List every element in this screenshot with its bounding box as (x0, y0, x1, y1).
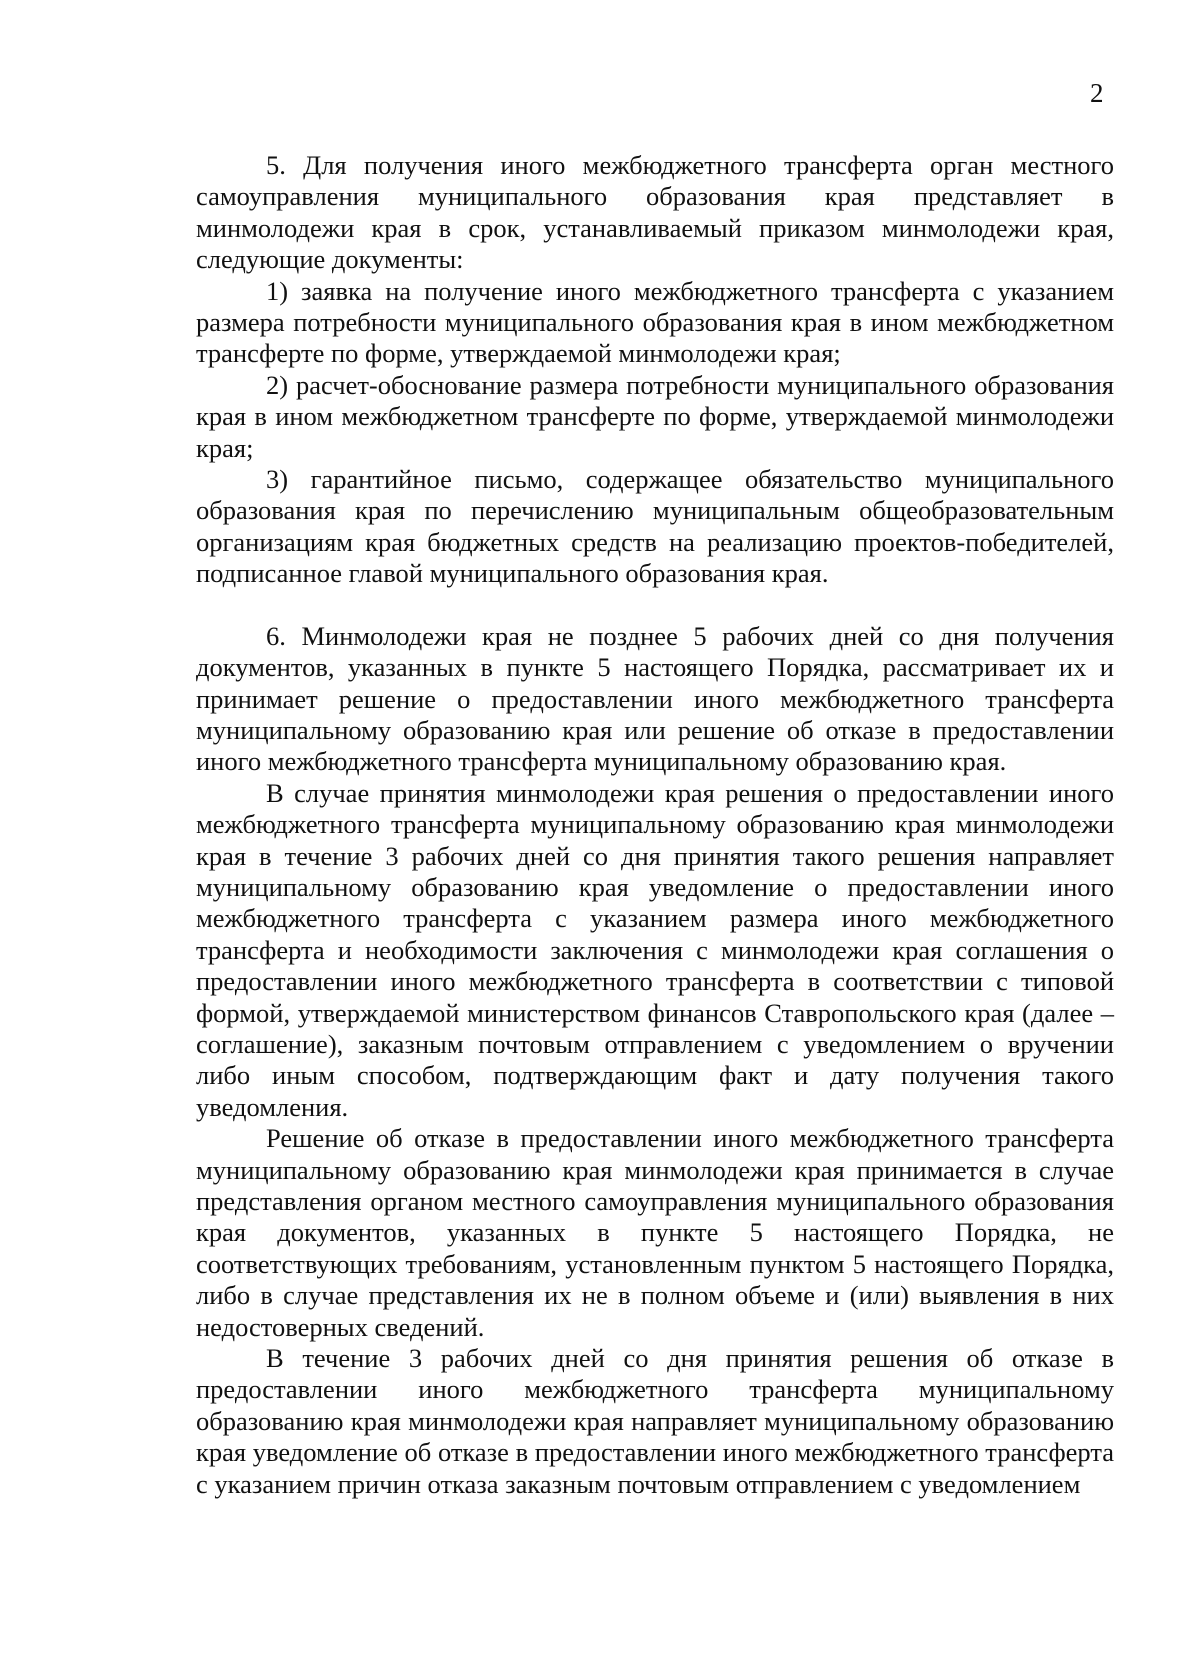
paragraph-5-intro: 5. Для получения иного межбюджетного трансферта орган местного самоуправления муниципального образования края представляет в минмолодежи края в срок, устанавливаемый приказом минмолодежи края, следующие документы: (196, 150, 1114, 275)
paragraph-5-item-2: 2) расчет-обоснование размера потребности муниципального образования края в ином межбюджетном трансферте по форме, утверждаемой минмолодежи края; (196, 369, 1114, 463)
paragraph-6-refusal-notice: В течение 3 рабочих дней со дня принятия решения об отказе в предоставлении иного межбюджетного трансферта муниципальному образованию края минмолодежи края направляет муниципальному образованию края уведомление об отказе в предоставлении иного межбюджетного трансферта с указанием причин отказа заказным почтовым отправлением с уведомлением (196, 1343, 1114, 1499)
paragraph-6-approval: В случае принятия минмолодежи края решения о предоставлении иного межбюджетного трансферта муниципальному образованию края минмолодежи края в течение 3 рабочих дней со дня принятия такого решения направляет муниципальному образованию края уведомление о предоставлении иного межбюджетного трансферта с указанием размера иного межбюджетного трансферта и необходимости заключения с минмолодежи края соглашения о предоставлении иного межбюджетного трансферта в соответствии с типовой формой, утверждаемой министерством финансов Ставропольского края (далее – соглашение), заказным почтовым отправлением с уведомлением о вручении либо иным способом, подтверждающим факт и дату получения такого уведомления. (196, 777, 1114, 1122)
paragraph-5-item-3: 3) гарантийное письмо, содержащее обязательство муниципального образования края по перечислению муниципальным общеобразовательным организациям края бюджетных средств на реализацию проектов-победителей, подписанное главой муниципального образования края. (196, 464, 1114, 589)
paragraph-6: 6. Минмолодежи края не позднее 5 рабочих дней со дня получения документов, указанных в пункте 5 настоящего Порядка, рассматривает их и принимает решение о предоставлении иного межбюджетного трансферта муниципальному образованию края или решение об отказе в предоставлении иного межбюджетного трансферта муниципальному образованию края. (196, 620, 1114, 777)
document-body (196, 150, 1114, 1500)
page-number: 2 (1090, 78, 1104, 108)
paragraph-6-refusal-grounds: Решение об отказе в предоставлении иного межбюджетного трансферта муниципальному образованию края минмолодежи края принимается в случае представления органом местного самоуправления муниципального образования края документов, указанных в пункте 5 настоящего Порядка, не соответствующих требованиям, установленным пунктом 5 настоящего Порядка, либо в случае представления их не в полном объеме и (или) выявления в них недостоверных сведений. (196, 1123, 1114, 1342)
paragraph-5-item-1: 1) заявка на получение иного межбюджетного трансферта с указанием размера потребности муниципального образования края в ином межбюджетном трансферте по форме, утверждаемой минмолодежи края; (196, 275, 1114, 369)
